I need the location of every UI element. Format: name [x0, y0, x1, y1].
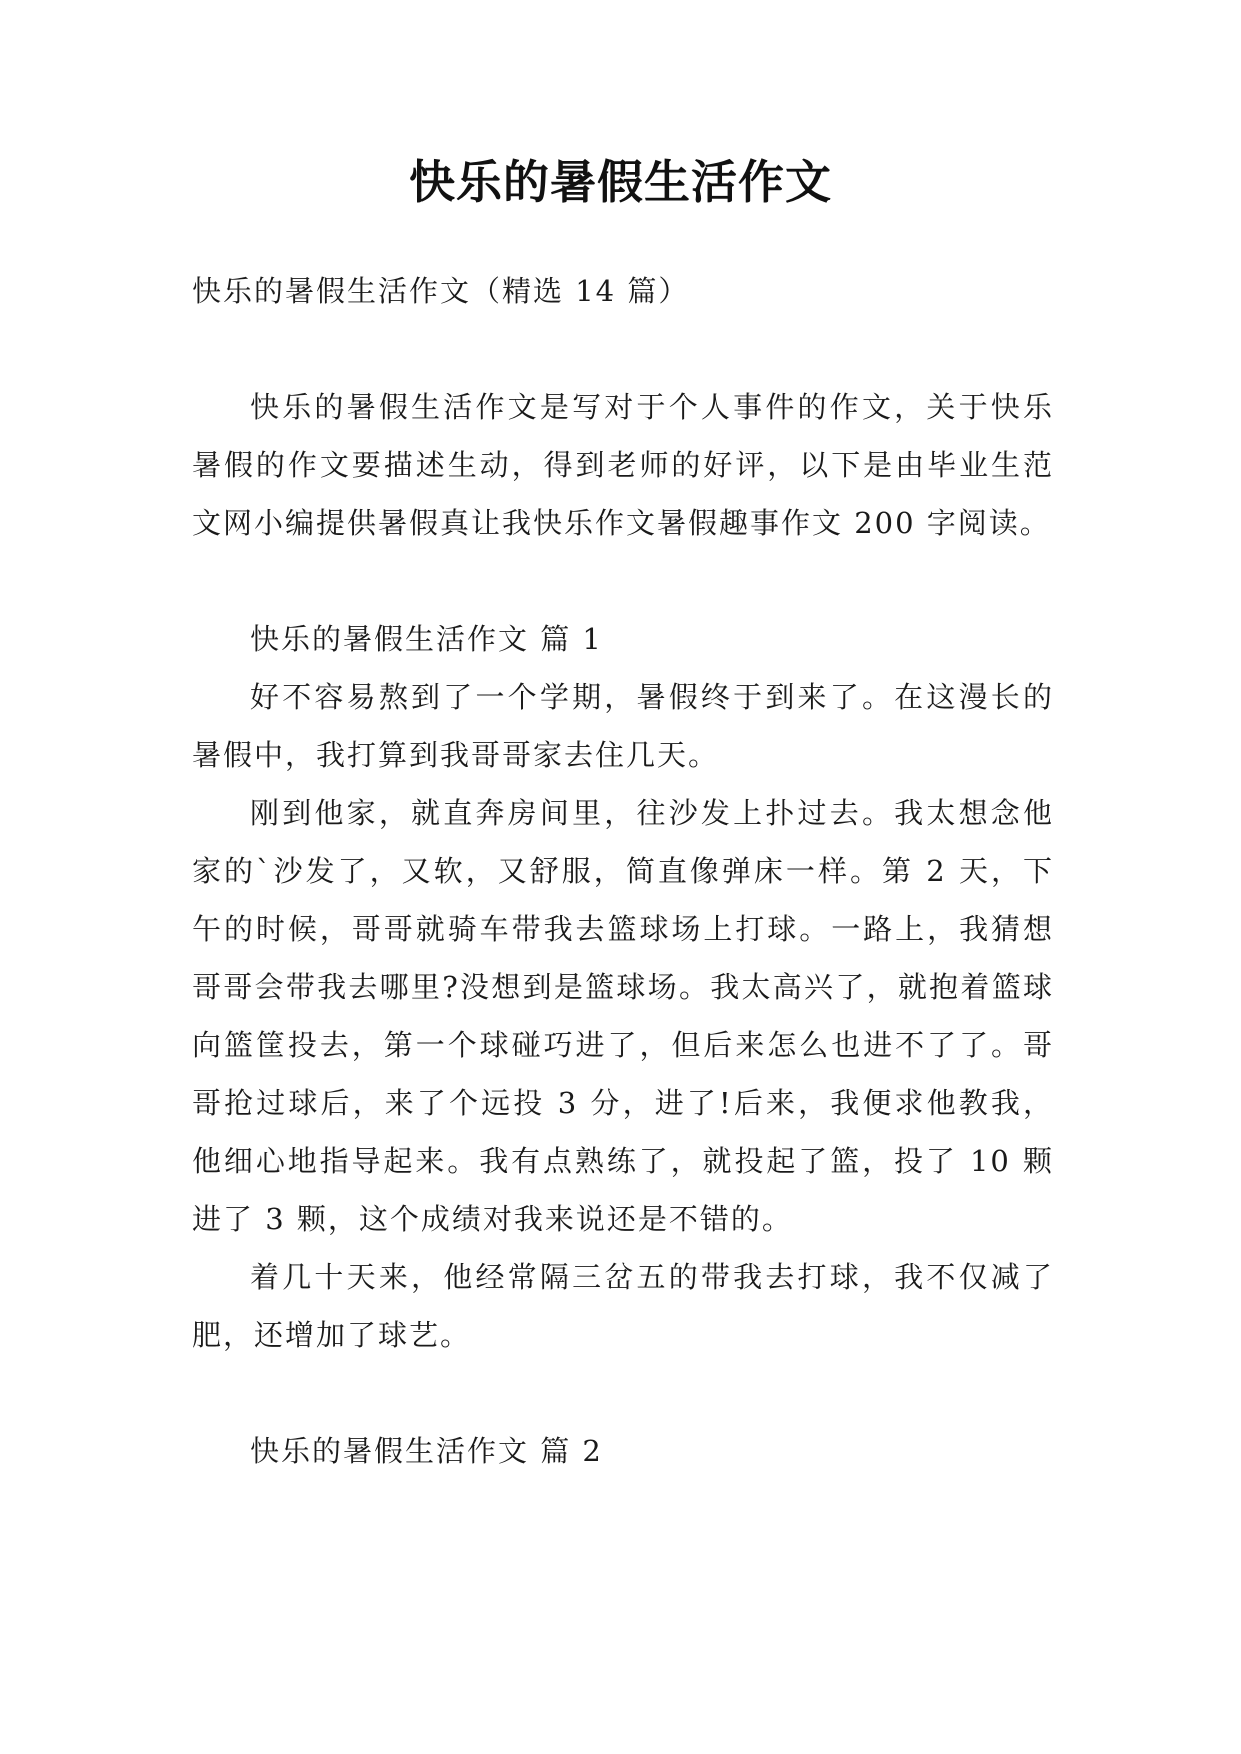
document-body: [192, 262, 1054, 1480]
document-subtitle: 快乐的暑假生活作文（精选 14 篇）: [192, 274, 690, 308]
section-heading-2: 快乐的暑假生活作文 篇 2: [250, 1434, 603, 1468]
paragraph: 着几十天来，他经常隔三岔五的带我去打球，我不仅减了肥，还增加了球艺。: [192, 1260, 1054, 1352]
document-title: 快乐的暑假生活作文: [409, 155, 832, 209]
paragraph: 刚到他家，就直奔房间里，往沙发上扑过去。我太想念他家的`沙发了，又软，又舒服，简直像弹床一样。第 2 天，下午的时候，哥哥就骑车带我去篮球场上打球。一路上，我猜想哥哥会带我去哪里?没想到是篮球场。我太高兴了，就抱着篮球向篮筐投去，第一个球碰巧进了，但后来怎么也进不了了。哥哥抢过球后，来了个远投 3 分，进了!后来，我便求他教我，他细心地指导起来。我有点熟练了，就投起了篮，投了 10 颗进了 3 颗，这个成绩对我来说还是不错的。: [192, 796, 1054, 1236]
section-heading-1: 快乐的暑假生活作文 篇 1: [250, 622, 603, 656]
intro-paragraph: 快乐的暑假生活作文是写对于个人事件的作文，关于快乐暑假的作文要描述生动，得到老师的好评，以下是由毕业生范文网小编提供暑假真让我快乐作文暑假趣事作文 200 字阅读。: [192, 390, 1054, 540]
paragraph: 好不容易熬到了一个学期，暑假终于到来了。在这漫长的暑假中，我打算到我哥哥家去住几天。: [192, 680, 1054, 772]
